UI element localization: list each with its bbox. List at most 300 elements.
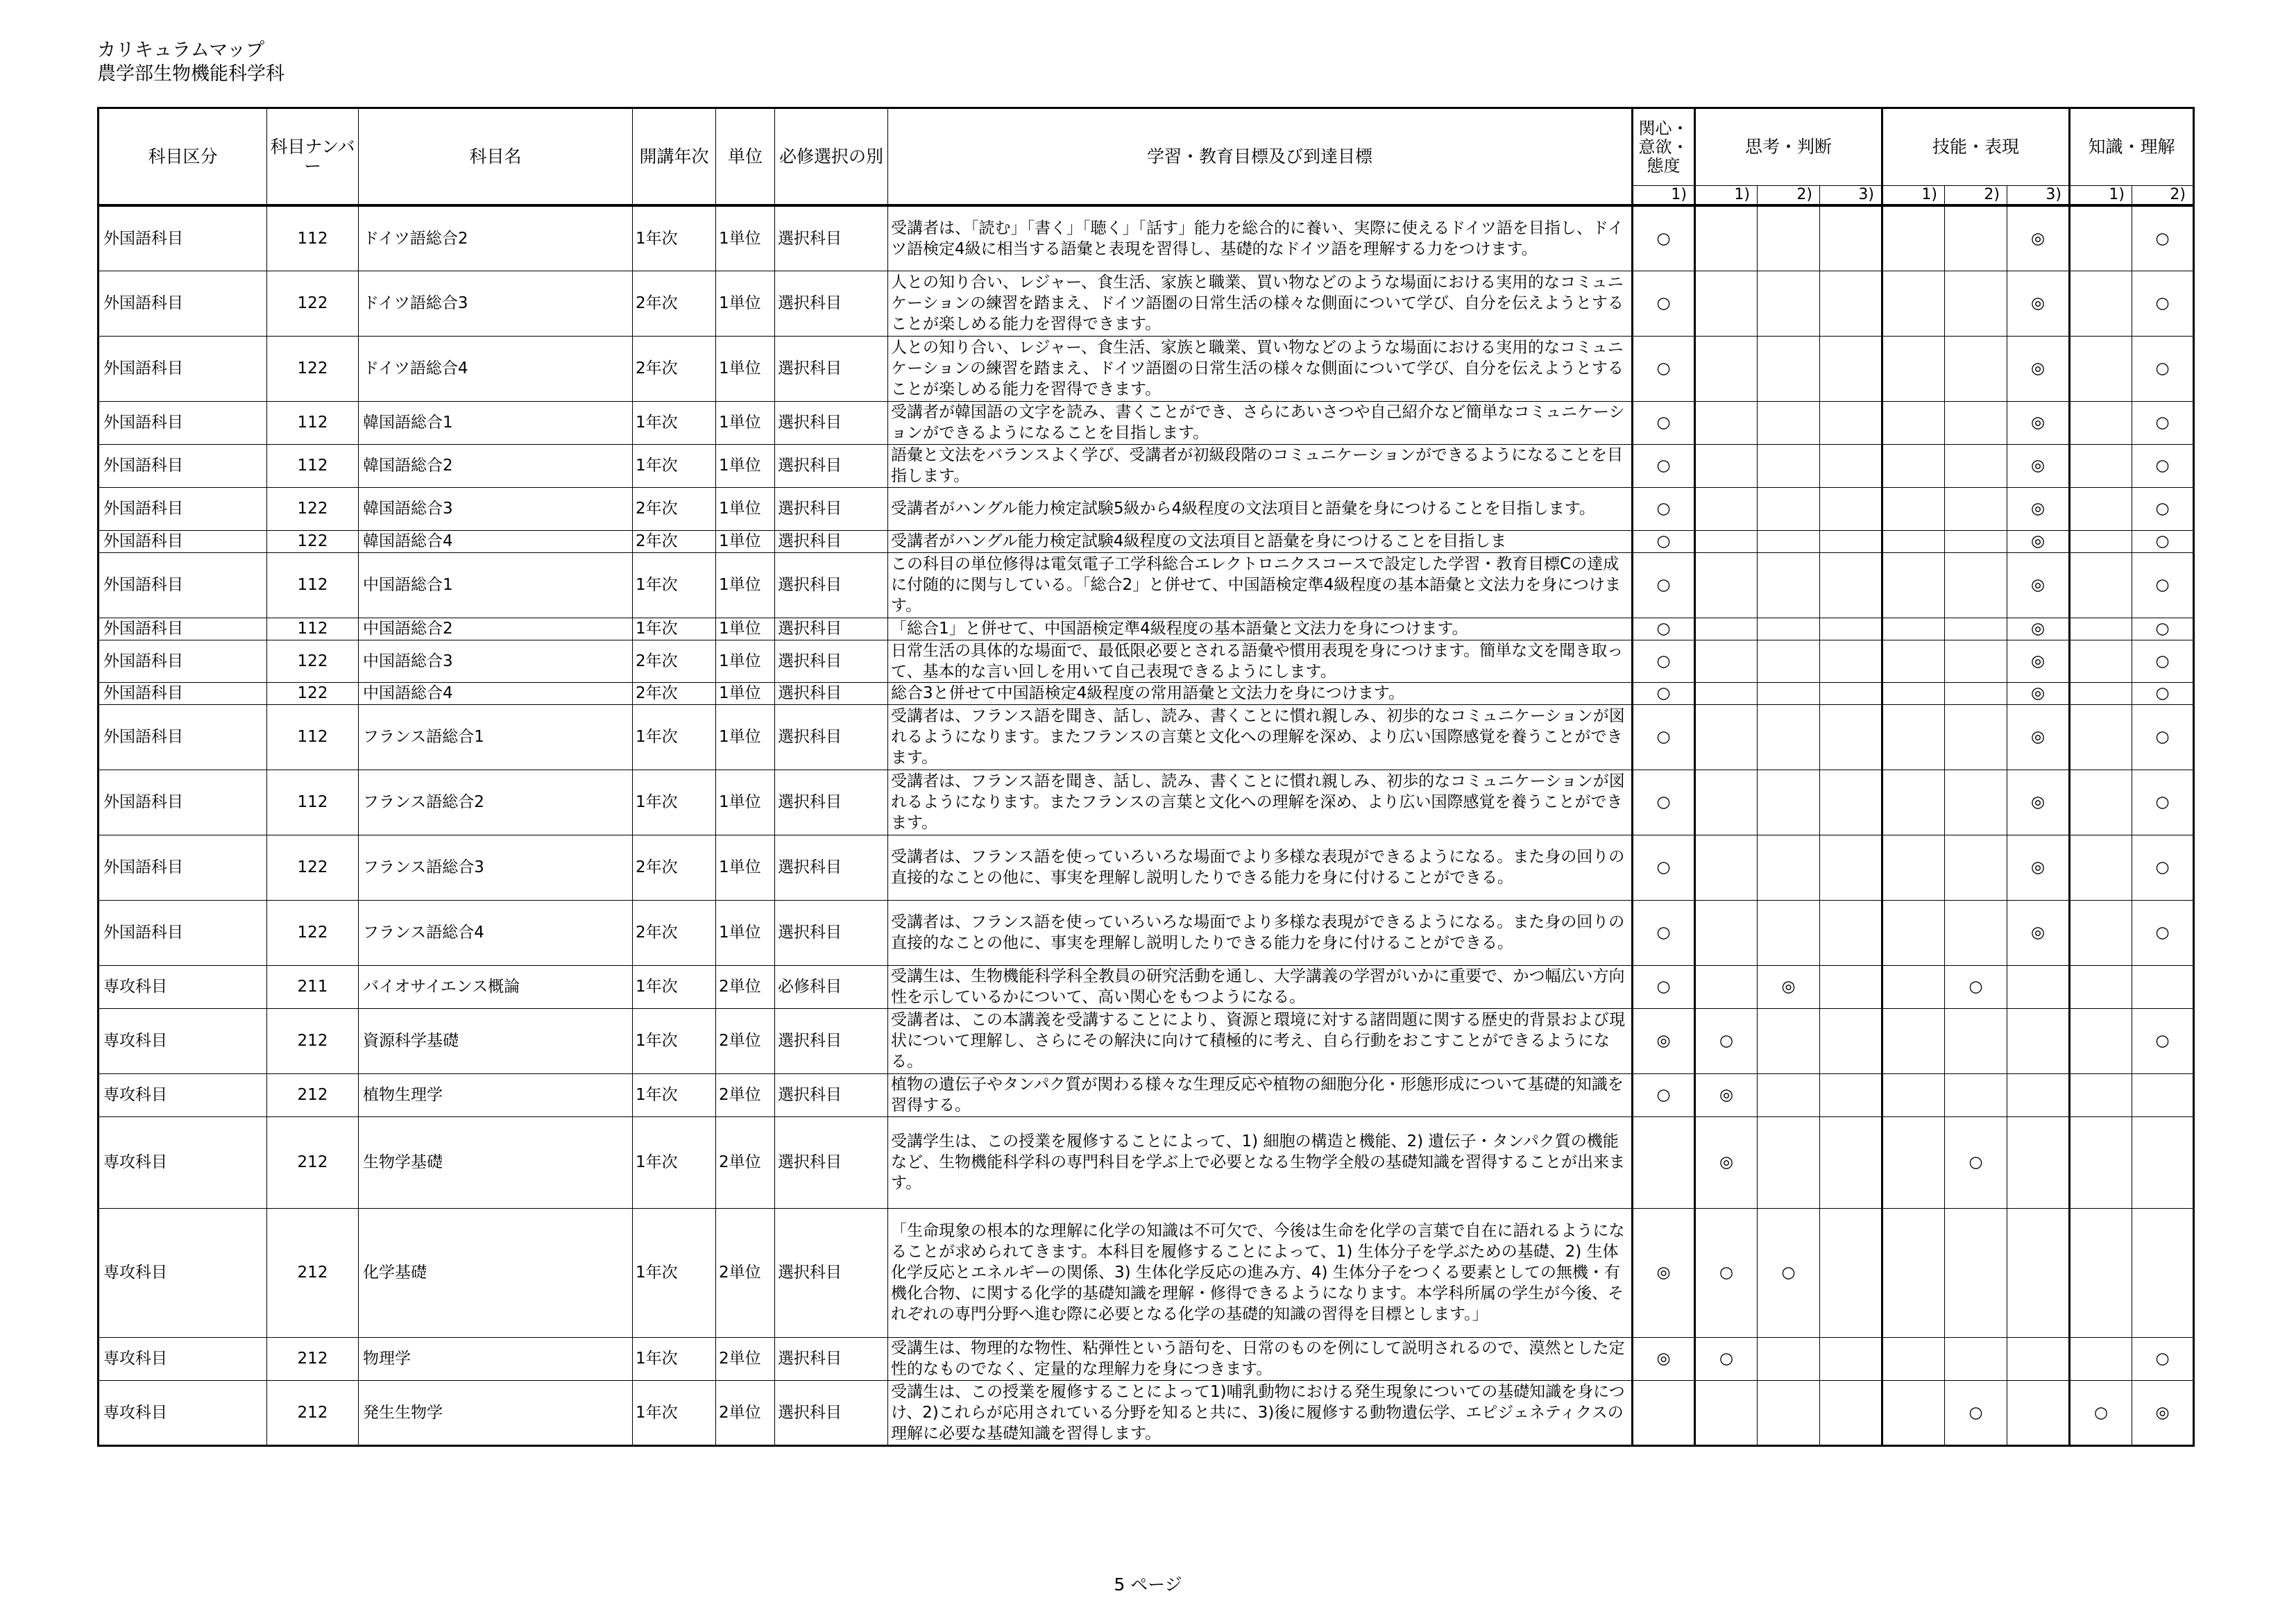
mark-cell: ◎ (2007, 770, 2070, 835)
required-cell: 選択科目 (775, 1116, 888, 1208)
goal-cell: 受講者は、フランス語を聞き、話し、読み、書くことに慣れ親しみ、初歩的なコミュニケーションが図れるようになります。またフランスの言葉と文化への理解を深め、より広い国際感覚を養うことができます。 (888, 704, 1633, 770)
year-cell: 1年次 (633, 401, 716, 444)
mark-cell: ○ (2132, 487, 2194, 530)
category-cell: 専攻科目 (99, 1380, 267, 1445)
mark-cell (1882, 618, 1945, 640)
mark-cell (1758, 487, 1820, 530)
mark-cell: ○ (1633, 401, 1695, 444)
table-row (99, 530, 2194, 552)
mark-cell (2132, 1116, 2194, 1208)
mark-cell (1758, 1116, 1820, 1208)
mark-cell: ◎ (2007, 271, 2070, 336)
mark-cell: ◎ (1633, 1008, 1695, 1073)
required-cell: 選択科目 (775, 487, 888, 530)
mark-cell (1695, 530, 1758, 552)
mark-cell (2070, 205, 2132, 271)
unit-cell: 1単位 (716, 900, 775, 965)
page-title: カリキュラムマップ (97, 40, 265, 61)
mark-cell (2007, 1380, 2070, 1445)
mark-cell (1758, 205, 1820, 271)
mark-cell (1882, 401, 1945, 444)
year-cell: 2年次 (633, 530, 716, 552)
mark-cell (1820, 552, 1882, 618)
mark-cell (2007, 1116, 2070, 1208)
mark-cell (1945, 618, 2007, 640)
number-cell: 112 (267, 401, 359, 444)
goal-cell: 受講者が韓国語の文字を読み、書くことができ、さらにあいさつや自己紹介など簡単なコミュニケーションができるようになることを目指します。 (888, 401, 1633, 444)
mark-cell (2132, 965, 2194, 1008)
category-cell: 専攻科目 (99, 1208, 267, 1337)
mark-cell (1820, 1116, 1882, 1208)
mark-cell: ○ (2070, 1380, 2132, 1445)
col-goal: 学習・教育目標及び到達目標 (888, 108, 1633, 206)
page-number: 5 ページ (1114, 1574, 1182, 1595)
mark-cell (1882, 640, 1945, 682)
required-cell: 選択科目 (775, 704, 888, 770)
mark-cell (1882, 704, 1945, 770)
mark-cell (1820, 770, 1882, 835)
table-row (99, 552, 2194, 618)
name-cell: 資源科学基礎 (359, 1008, 633, 1073)
goal-cell: 受講学生は、この授業を履修することによって、1) 細胞の構造と機能、2) 遺伝子・タンパク質の機能など、生物機能科学科の専門科目を学ぶ上で必要となる生物学全般の基礎知識を習得することが出来ます。 (888, 1116, 1633, 1208)
mark-cell (1820, 704, 1882, 770)
mark-cell (1758, 1073, 1820, 1116)
col-unit: 単位 (716, 108, 775, 206)
mark-cell (1882, 444, 1945, 487)
required-cell: 選択科目 (775, 205, 888, 271)
table-row (99, 1008, 2194, 1073)
category-cell: 外国語科目 (99, 530, 267, 552)
mark-cell: ○ (2132, 271, 2194, 336)
mark-cell: ◎ (1758, 965, 1820, 1008)
goal-cell: 受講者は、フランス語を使っていろいろな場面でより多様な表現ができるようになる。また身の回りの直接的なことの他に、事実を理解し説明したりできる能力を身に付けることができる。 (888, 835, 1633, 900)
mark-cell: ○ (2132, 900, 2194, 965)
mark-cell (1882, 900, 1945, 965)
mark-cell: ○ (2132, 444, 2194, 487)
name-cell: バイオサイエンス概論 (359, 965, 633, 1008)
sub-col: 1) (1695, 186, 1758, 206)
unit-cell: 2単位 (716, 1116, 775, 1208)
mark-cell (2070, 1008, 2132, 1073)
name-cell: 中国語総合1 (359, 552, 633, 618)
mark-cell (1945, 552, 2007, 618)
col-thinking: 思考・判断 (1695, 108, 1882, 186)
mark-cell (1945, 770, 2007, 835)
mark-cell (1758, 618, 1820, 640)
mark-cell (1633, 1116, 1695, 1208)
mark-cell (1695, 835, 1758, 900)
required-cell: 選択科目 (775, 1337, 888, 1380)
mark-cell: ○ (1945, 965, 2007, 1008)
mark-cell: ○ (2132, 205, 2194, 271)
required-cell: 選択科目 (775, 640, 888, 682)
year-cell: 1年次 (633, 444, 716, 487)
category-cell: 専攻科目 (99, 1008, 267, 1073)
unit-cell: 1単位 (716, 618, 775, 640)
required-cell: 選択科目 (775, 1208, 888, 1337)
mark-cell (1758, 770, 1820, 835)
mark-cell (1882, 1008, 1945, 1073)
year-cell: 1年次 (633, 770, 716, 835)
mark-cell (1758, 835, 1820, 900)
mark-cell (1882, 1337, 1945, 1380)
mark-cell (2132, 1073, 2194, 1116)
year-cell: 1年次 (633, 965, 716, 1008)
mark-cell (1758, 552, 1820, 618)
mark-cell (1882, 1208, 1945, 1337)
mark-cell (1945, 271, 2007, 336)
goal-cell: この科目の単位修得は電気電子工学科総合エレクトロニクスコースで設定した学習・教育目標Cの達成に付随的に関与している。「総合2」と併せて、中国語検定準4級程度の基本語彙と文法力を身につけます。 (888, 552, 1633, 618)
mark-cell (1882, 552, 1945, 618)
mark-cell: ◎ (2007, 530, 2070, 552)
mark-cell: ○ (1695, 1337, 1758, 1380)
mark-cell: ◎ (2007, 682, 2070, 704)
col-knowledge: 知識・理解 (2070, 108, 2194, 186)
mark-cell (1882, 205, 1945, 271)
goal-cell: 受講生は、物理的な物性、粘弾性という語句を、日常のものを例にして説明されるので、漠然とした定性的なものでなく、定量的な理解力を身につきます。 (888, 1337, 1633, 1380)
mark-cell: ○ (2132, 640, 2194, 682)
mark-cell (1882, 271, 1945, 336)
number-cell: 122 (267, 530, 359, 552)
mark-cell: ○ (1695, 1208, 1758, 1337)
mark-cell (1820, 1380, 1882, 1445)
mark-cell (1695, 552, 1758, 618)
sub-col: 2) (1945, 186, 2007, 206)
unit-cell: 1単位 (716, 552, 775, 618)
unit-cell: 1単位 (716, 704, 775, 770)
mark-cell: ○ (1633, 205, 1695, 271)
mark-cell (2007, 1073, 2070, 1116)
year-cell: 1年次 (633, 552, 716, 618)
sub-col: 1) (1882, 186, 1945, 206)
name-cell: 化学基礎 (359, 1208, 633, 1337)
category-cell: 専攻科目 (99, 1337, 267, 1380)
col-name: 科目名 (359, 108, 633, 206)
mark-cell (1758, 530, 1820, 552)
unit-cell: 1単位 (716, 682, 775, 704)
number-cell: 212 (267, 1380, 359, 1445)
year-cell: 2年次 (633, 682, 716, 704)
mark-cell: ○ (1945, 1380, 2007, 1445)
sub-col: 2) (1758, 186, 1820, 206)
mark-cell (1695, 640, 1758, 682)
mark-cell (2070, 640, 2132, 682)
col-number: 科目ナンバー (267, 108, 359, 206)
unit-cell: 1単位 (716, 271, 775, 336)
number-cell: 211 (267, 965, 359, 1008)
mark-cell (1695, 965, 1758, 1008)
mark-cell (1945, 1073, 2007, 1116)
goal-cell: 受講生は、生物機能科学科全教員の研究活動を通し、大学講義の学習がいかに重要で、かつ幅広い方向性を示しているかについて、高い関心をもつようになる。 (888, 965, 1633, 1008)
category-cell: 外国語科目 (99, 271, 267, 336)
unit-cell: 1単位 (716, 640, 775, 682)
category-cell: 外国語科目 (99, 835, 267, 900)
goal-cell: 受講者は、「読む」「書く」「聴く」「話す」能力を総合的に養い、実際に使えるドイツ語を目指し、ドイツ語検定4級に相当する語彙と表現を習得し、基礎的なドイツ語を理解する力をつけます。 (888, 205, 1633, 271)
mark-cell (1945, 205, 2007, 271)
name-cell: フランス語総合3 (359, 835, 633, 900)
mark-cell (1882, 965, 1945, 1008)
required-cell: 選択科目 (775, 1073, 888, 1116)
mark-cell (2070, 704, 2132, 770)
mark-cell (1820, 965, 1882, 1008)
mark-cell: ○ (1758, 1208, 1820, 1337)
mark-cell: ○ (2132, 835, 2194, 900)
name-cell: 中国語総合2 (359, 618, 633, 640)
mark-cell (1945, 704, 2007, 770)
table-row (99, 1380, 2194, 1445)
number-cell: 112 (267, 770, 359, 835)
mark-cell: ◎ (2007, 487, 2070, 530)
table-row (99, 1116, 2194, 1208)
unit-cell: 1単位 (716, 336, 775, 401)
number-cell: 212 (267, 1337, 359, 1380)
mark-cell: ◎ (1633, 1337, 1695, 1380)
mark-cell: ○ (1633, 271, 1695, 336)
category-cell: 外国語科目 (99, 900, 267, 965)
number-cell: 122 (267, 900, 359, 965)
mark-cell: ◎ (2007, 552, 2070, 618)
unit-cell: 2単位 (716, 1380, 775, 1445)
mark-cell (1945, 1208, 2007, 1337)
name-cell: 発生生物学 (359, 1380, 633, 1445)
goal-cell: 「生命現象の根本的な理解に化学の知識は不可欠で、今後は生命を化学の言葉で自在に語れるようになることが求められてきます。本科目を履修することによって、1) 生体分子を学ぶための基礎、2) 生体化学反応とエネルギーの関係、3) 生体化学反応の進み方、4) 生体分子をつくる要素としての無機・有機化合物、に関する化学的基礎知識を理解・修得できるようになります。本学科所属の学生が今後、それぞれの専門分野へ進む際に必要となる化学の基礎的知識の習得を目標とします。」 (888, 1208, 1633, 1337)
year-cell: 1年次 (633, 1337, 716, 1380)
mark-cell (1820, 444, 1882, 487)
mark-cell: ○ (2132, 682, 2194, 704)
mark-cell (1758, 336, 1820, 401)
mark-cell (1945, 640, 2007, 682)
required-cell: 選択科目 (775, 900, 888, 965)
col-year: 開講年次 (633, 108, 716, 206)
curriculum-map-table (97, 107, 2195, 1447)
goal-cell: 語彙と文法をバランスよく学び、受講者が初級段階のコミュニケーションができるようになることを目指します。 (888, 444, 1633, 487)
name-cell: ドイツ語総合2 (359, 205, 633, 271)
mark-cell (2007, 1008, 2070, 1073)
mark-cell (1882, 530, 1945, 552)
mark-cell (1758, 401, 1820, 444)
mark-cell: ◎ (2007, 704, 2070, 770)
name-cell: 中国語総合3 (359, 640, 633, 682)
required-cell: 選択科目 (775, 682, 888, 704)
required-cell: 選択科目 (775, 271, 888, 336)
category-cell: 外国語科目 (99, 205, 267, 271)
mark-cell (2070, 552, 2132, 618)
number-cell: 112 (267, 552, 359, 618)
mark-cell (1695, 900, 1758, 965)
goal-cell: 人との知り合い、レジャー、食生活、家族と職業、買い物などのような場面における実用的なコミュニケーションの練習を踏まえ、ドイツ語圏の日常生活の様々な側面について学び、自分を伝えようとすることが楽しめる能力を習得できます。 (888, 271, 1633, 336)
year-cell: 1年次 (633, 1073, 716, 1116)
name-cell: フランス語総合1 (359, 704, 633, 770)
year-cell: 1年次 (633, 1380, 716, 1445)
col-category: 科目区分 (99, 108, 267, 206)
mark-cell: ○ (1633, 704, 1695, 770)
category-cell: 外国語科目 (99, 444, 267, 487)
mark-cell (1695, 401, 1758, 444)
mark-cell (2070, 401, 2132, 444)
table-row (99, 205, 2194, 271)
table-row (99, 1208, 2194, 1337)
unit-cell: 2単位 (716, 1208, 775, 1337)
name-cell: 韓国語総合4 (359, 530, 633, 552)
mark-cell: ○ (1633, 835, 1695, 900)
mark-cell (2070, 530, 2132, 552)
mark-cell: ○ (1633, 682, 1695, 704)
mark-cell (1758, 444, 1820, 487)
goal-cell: 人との知り合い、レジャー、食生活、家族と職業、買い物などのような場面における実用的なコミュニケーションの練習を踏まえ、ドイツ語圏の日常生活の様々な側面について学び、自分を伝えようとすることが楽しめる能力を習得できます。 (888, 336, 1633, 401)
table-row (99, 271, 2194, 336)
col-required: 必修選択の別 (775, 108, 888, 206)
mark-cell (2070, 487, 2132, 530)
mark-cell (1882, 682, 1945, 704)
name-cell: フランス語総合2 (359, 770, 633, 835)
category-cell: 外国語科目 (99, 336, 267, 401)
category-cell: 外国語科目 (99, 552, 267, 618)
table-row (99, 835, 2194, 900)
mark-cell (2070, 618, 2132, 640)
mark-cell: ○ (2132, 618, 2194, 640)
year-cell: 2年次 (633, 271, 716, 336)
category-cell: 外国語科目 (99, 770, 267, 835)
category-cell: 外国語科目 (99, 487, 267, 530)
goal-cell: 受講生は、この授業を履修することによって1)哺乳動物における発生現象についての基礎知識を身につけ、2)これらが応用されている分野を知ると共に、3)後に履修する動物遺伝学、エピジェネティクスの理解に必要な基礎知識を習得します。 (888, 1380, 1633, 1445)
mark-cell: ◎ (2007, 835, 2070, 900)
mark-cell (1695, 444, 1758, 487)
mark-cell: ○ (1633, 487, 1695, 530)
year-cell: 1年次 (633, 618, 716, 640)
number-cell: 112 (267, 205, 359, 271)
mark-cell: ○ (2132, 552, 2194, 618)
number-cell: 212 (267, 1116, 359, 1208)
sub-col: 3) (2007, 186, 2070, 206)
year-cell: 1年次 (633, 704, 716, 770)
year-cell: 1年次 (633, 205, 716, 271)
mark-cell (2007, 1208, 2070, 1337)
required-cell: 選択科目 (775, 444, 888, 487)
mark-cell (1758, 682, 1820, 704)
required-cell: 選択科目 (775, 835, 888, 900)
number-cell: 212 (267, 1208, 359, 1337)
name-cell: フランス語総合4 (359, 900, 633, 965)
goal-cell: 総合3と併せて中国語検定4級程度の常用語彙と文法力を身につけます。 (888, 682, 1633, 704)
mark-cell: ◎ (2007, 900, 2070, 965)
mark-cell: ○ (1633, 336, 1695, 401)
year-cell: 1年次 (633, 1008, 716, 1073)
mark-cell: ◎ (1695, 1073, 1758, 1116)
mark-cell: ○ (1633, 965, 1695, 1008)
required-cell: 選択科目 (775, 401, 888, 444)
mark-cell (2070, 770, 2132, 835)
required-cell: 必修科目 (775, 965, 888, 1008)
goal-cell: 受講者は、フランス語を聞き、話し、読み、書くことに慣れ親しみ、初歩的なコミュニケーションが図れるようになります。またフランスの言葉と文化への理解を深め、より広い国際感覚を養うことができます。 (888, 770, 1633, 835)
mark-cell (1695, 770, 1758, 835)
mark-cell (1633, 1380, 1695, 1445)
table-row (99, 487, 2194, 530)
mark-cell (2070, 444, 2132, 487)
mark-cell (1820, 900, 1882, 965)
mark-cell: ◎ (2007, 336, 2070, 401)
mark-cell: ◎ (2132, 1380, 2194, 1445)
col-skill: 技能・表現 (1882, 108, 2070, 186)
mark-cell (1945, 682, 2007, 704)
mark-cell (1882, 835, 1945, 900)
page-subtitle: 農学部生物機能科学科 (97, 63, 284, 85)
mark-cell (1820, 682, 1882, 704)
mark-cell (1758, 1337, 1820, 1380)
mark-cell (1758, 640, 1820, 682)
number-cell: 122 (267, 336, 359, 401)
mark-cell (2070, 1116, 2132, 1208)
mark-cell (1945, 336, 2007, 401)
table-row (99, 336, 2194, 401)
mark-cell (1695, 1380, 1758, 1445)
mark-cell (1695, 618, 1758, 640)
mark-cell (1882, 1380, 1945, 1445)
number-cell: 212 (267, 1073, 359, 1116)
unit-cell: 1単位 (716, 205, 775, 271)
table-row (99, 1073, 2194, 1116)
mark-cell (2007, 1337, 2070, 1380)
year-cell: 1年次 (633, 1116, 716, 1208)
mark-cell (2070, 835, 2132, 900)
mark-cell: ○ (2132, 336, 2194, 401)
mark-cell: ◎ (2007, 444, 2070, 487)
category-cell: 外国語科目 (99, 401, 267, 444)
mark-cell (2070, 1208, 2132, 1337)
mark-cell: ○ (1633, 552, 1695, 618)
mark-cell: ○ (2132, 704, 2194, 770)
mark-cell (1820, 401, 1882, 444)
required-cell: 選択科目 (775, 336, 888, 401)
goal-cell: 「総合1」と併せて、中国語検定準4級程度の基本語彙と文法力を身につけます。 (888, 618, 1633, 640)
unit-cell: 1単位 (716, 444, 775, 487)
mark-cell (2070, 271, 2132, 336)
name-cell: 物理学 (359, 1337, 633, 1380)
mark-cell: ○ (2132, 1008, 2194, 1073)
number-cell: 112 (267, 444, 359, 487)
mark-cell (1882, 336, 1945, 401)
mark-cell (2007, 965, 2070, 1008)
unit-cell: 1単位 (716, 401, 775, 444)
unit-cell: 1単位 (716, 487, 775, 530)
mark-cell (1945, 1337, 2007, 1380)
number-cell: 122 (267, 682, 359, 704)
year-cell: 2年次 (633, 487, 716, 530)
sub-col: 3) (1820, 186, 1882, 206)
required-cell: 選択科目 (775, 552, 888, 618)
mark-cell (1758, 271, 1820, 336)
mark-cell (1945, 401, 2007, 444)
goal-cell: 受講者がハングル能力検定試験5級から4級程度の文法項目と語彙を身につけることを目指します。 (888, 487, 1633, 530)
table-row (99, 618, 2194, 640)
category-cell: 専攻科目 (99, 965, 267, 1008)
sub-col: 2) (2132, 186, 2194, 206)
mark-cell (1820, 640, 1882, 682)
unit-cell: 2単位 (716, 1073, 775, 1116)
mark-cell (1695, 704, 1758, 770)
mark-cell: ○ (2132, 770, 2194, 835)
mark-cell: ○ (2132, 1337, 2194, 1380)
mark-cell (1820, 618, 1882, 640)
number-cell: 112 (267, 704, 359, 770)
mark-cell: ○ (1633, 900, 1695, 965)
col-interest: 関心・意欲・態度 (1633, 108, 1695, 186)
mark-cell: ◎ (1633, 1208, 1695, 1337)
mark-cell (1882, 1073, 1945, 1116)
mark-cell (1758, 1008, 1820, 1073)
table-row (99, 704, 2194, 770)
category-cell: 専攻科目 (99, 1116, 267, 1208)
goal-cell: 受講者は、この本講義を受講することにより、資源と環境に対する諸問題に関する歴史的背景および現状について理解し、さらにその解決に向けて積極的に考え、自ら行動をおこすことができるようになる。 (888, 1008, 1633, 1073)
